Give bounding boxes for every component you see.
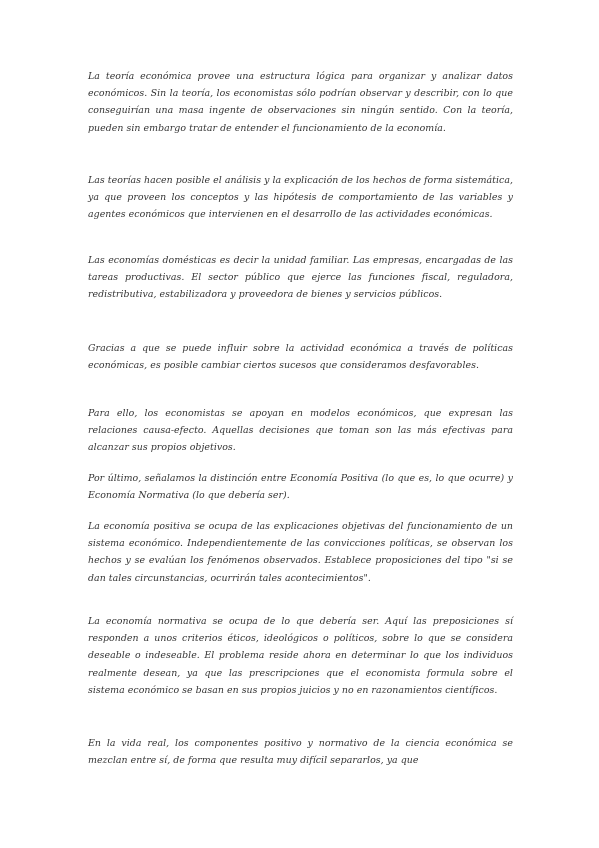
paragraph-economia-normativa: La economía normativa se ocupa de lo que debería ser. Aquí las preposiciones sí responden a unos criterios éticos, ideológicos o políticos, sobre lo que se considera deseable o indeseable. El problema reside ahora en determinar lo que los individuos realmente desean, ya que las prescripciones que el economista formula sobre el sistema económico se basan en sus propios juicios y no en razonamientos científicos. — [88, 616, 513, 696]
paragraph-modelos-economicos: Para ello, los economistas se apoyan en modelos económicos, que expresan las relaciones causa-efecto. Aquellas decisiones que toman son las más efectivas para alcanzar sus propios objetivos. — [88, 408, 513, 454]
paragraph-politicas-economicas: Gracias a que se puede influir sobre la actividad económica a través de políticas económicas, es posible cambiar ciertos sucesos que consideramos desfavorables. — [88, 343, 513, 372]
paragraph-positiva-normativa: Por último, señalamos la distinción entre Economía Positiva (lo que es, lo que ocurre) y Economía Normativa (lo que debería ser). — [88, 473, 513, 502]
paragraph-vida-real: En la vida real, los componentes positivo y normativo de la ciencia económica se mezclan entre sí, de forma que resulta muy difícil separarlos, ya que — [88, 738, 513, 767]
paragraph-teoria-economica: La teoría económica provee una estructura lógica para organizar y analizar datos económicos. Sin la teoría, los economistas sólo podrían observar y describir, con lo que conseguirían una masa ingente de observaciones sin ningún sentido. Con la teoría, pueden sin embargo tratar de entender el funcionamiento de la economía. — [88, 71, 513, 134]
paragraph-economia-positiva: La economía positiva se ocupa de las explicaciones objetivas del funcionamiento de un sistema económico. Independientemente de las convicciones políticas, se observan los hechos y se evalúan los fenómenos observados. Establece proposiciones del tipo "si se dan tales circunstancias, ocurrirán tales acontecimientos". — [88, 521, 513, 584]
paragraph-economias-domesticas: Las economías domésticas es decir la unidad familiar. Las empresas, encargadas de las tareas productivas. El sector público que ejerce las funciones fiscal, reguladora, redistributiva, estabilizadora y proveedora de bienes y servicios públicos. — [88, 255, 513, 301]
paragraph-teorias: Las teorías hacen posible el análisis y la explicación de los hechos de forma sistemática, ya que proveen los conceptos y las hipótesis de comportamiento de las variables y agentes económicos que intervienen en el desarrollo de las actividades económicas. — [88, 175, 513, 221]
